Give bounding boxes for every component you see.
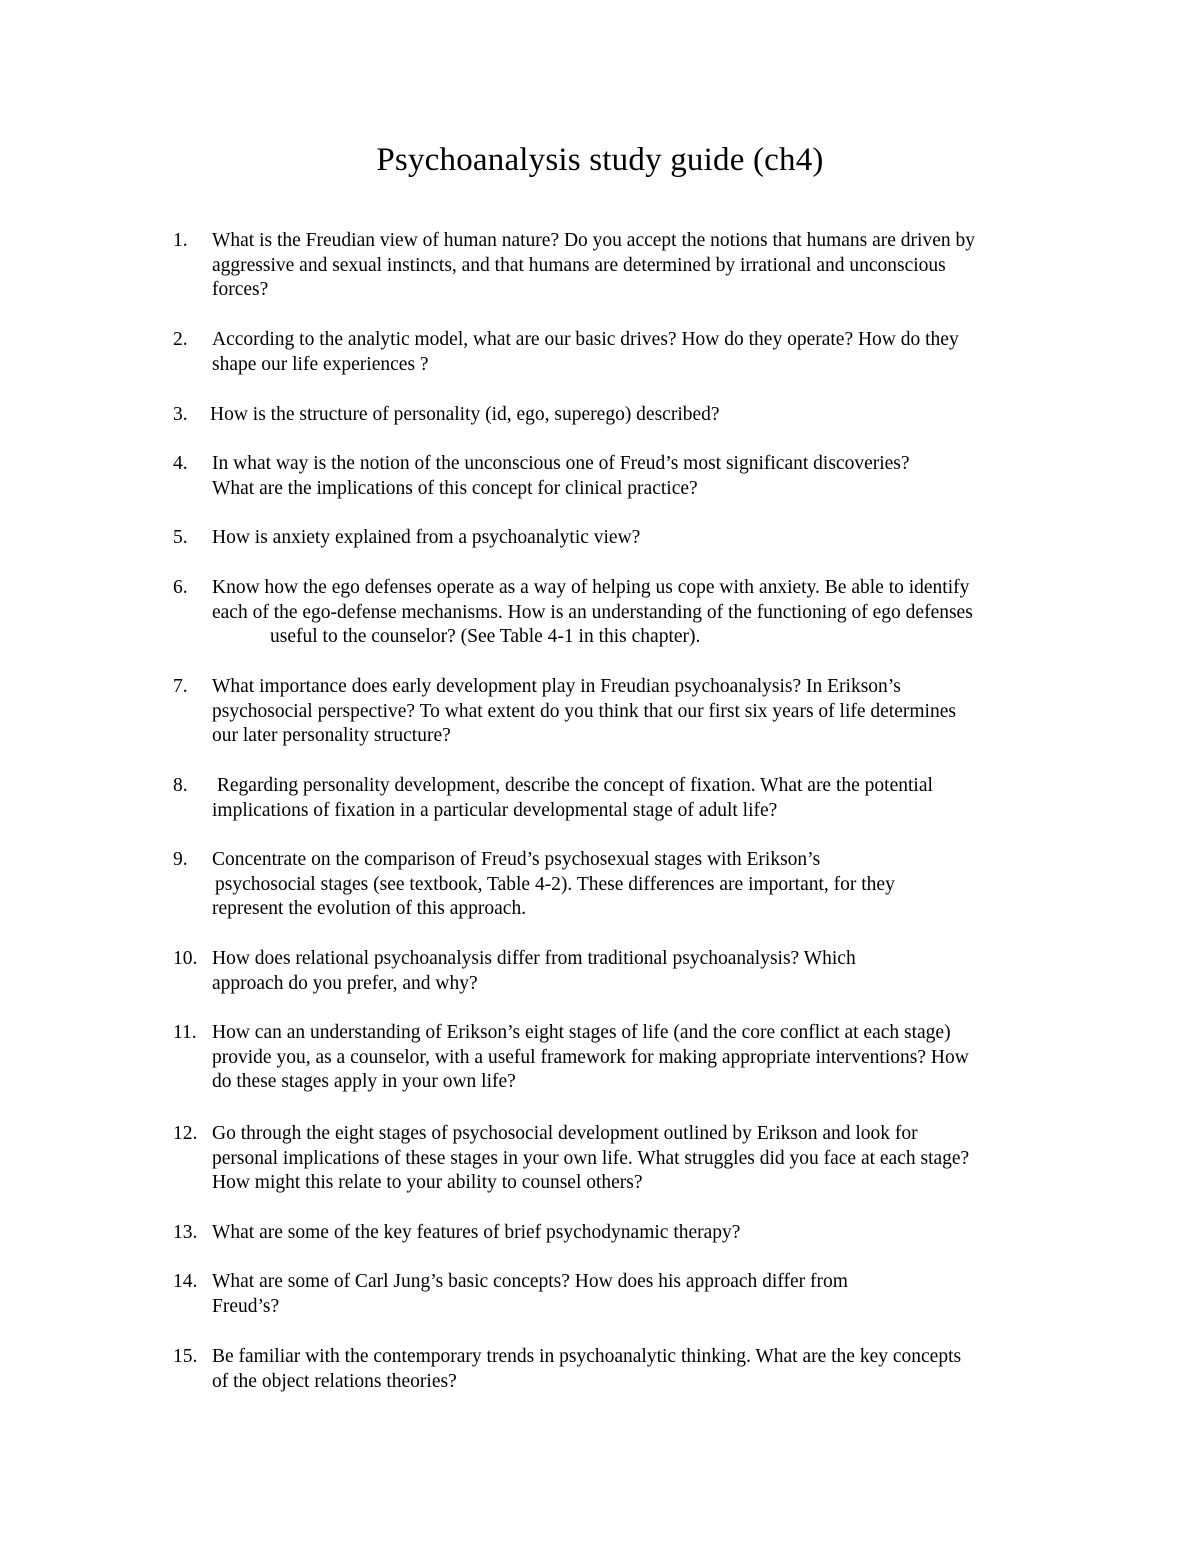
question-line: How might this relate to your ability to counsel others?: [212, 1172, 643, 1194]
question-line: How is the structure of personality (id, ego, superego) described?: [210, 404, 720, 425]
question-line: our later personality structure?: [212, 725, 451, 747]
question-number: 2.: [173, 329, 188, 350]
question-line: do these stages apply in your own life?: [212, 1071, 516, 1093]
question-number: 15.: [173, 1346, 198, 1367]
question-number: 12.: [173, 1123, 198, 1144]
question-line: Be familiar with the contemporary trends in psychoanalytic thinking. What are the key concepts: [212, 1346, 962, 1367]
question-number: 6.: [173, 577, 188, 598]
question-line: What importance does early development play in Freudian psychoanalysis? In Erikson’s: [212, 676, 901, 697]
question-line: each of the ego-defense mechanisms. How is an understanding of the functioning of ego defenses: [212, 601, 973, 623]
question-line: Freud’s?: [212, 1295, 280, 1317]
question-line: In what way is the notion of the unconscious one of Freud’s most significant discoveries?: [212, 453, 910, 474]
question-line: psychosocial perspective? To what extent do you think that our first six years of life determines: [212, 700, 956, 722]
question-text: [212, 1221, 1092, 1246]
question-text: [212, 1345, 1092, 1394]
question-line: forces?: [212, 279, 269, 301]
question-text: [212, 328, 1092, 377]
question-text: [210, 403, 1090, 428]
question-text: [212, 526, 1092, 551]
question-line: Concentrate on the comparison of Freud’s psychosexual stages with Erikson’s: [212, 849, 821, 870]
question-line: What are the implications of this concept for clinical practice?: [212, 477, 698, 499]
question-number: 11.: [173, 1022, 197, 1043]
question-number: 4.: [173, 453, 188, 474]
question-line: What are some of the key features of brief psychodynamic therapy?: [212, 1222, 741, 1243]
question-line: Know how the ego defenses operate as a way of helping us cope with anxiety. Be able to identify: [212, 577, 970, 598]
question-line: approach do you prefer, and why?: [212, 972, 478, 994]
question-text: [212, 1021, 1092, 1095]
question-text: [212, 947, 1092, 996]
question-line: implications of fixation in a particular developmental stage of adult life?: [212, 799, 778, 821]
question-line: psychosocial stages (see textbook, Table 4-2). These differences are important, for they: [215, 873, 895, 895]
question-number: 7.: [173, 676, 188, 697]
question-text: [212, 774, 1092, 823]
question-line: personal implications of these stages in your own life. What struggles did you face at each stage?: [212, 1147, 970, 1169]
question-line: Regarding personality development, describe the concept of fixation. What are the potential: [212, 775, 933, 796]
question-number: 3.: [173, 404, 188, 425]
question-text: [212, 1122, 1092, 1196]
question-line: useful to the counselor? (See Table 4-1 in this chapter).: [270, 626, 701, 648]
question-line: According to the analytic model, what are our basic drives? How do they operate? How do they: [212, 329, 959, 350]
question-number: 14.: [173, 1271, 198, 1292]
question-line: How is anxiety explained from a psychoanalytic view?: [212, 527, 641, 548]
question-line: What is the Freudian view of human nature? Do you accept the notions that humans are driven by: [212, 230, 975, 251]
question-line: shape our life experiences ?: [212, 353, 429, 375]
question-line: What are some of Carl Jung’s basic concepts? How does his approach differ from: [212, 1271, 848, 1292]
question-text: [212, 848, 1092, 922]
question-number: 5.: [173, 527, 188, 548]
question-text: [212, 1270, 1092, 1319]
question-text: [212, 452, 1092, 501]
question-number: 10.: [173, 948, 198, 969]
question-line: aggressive and sexual instincts, and that humans are determined by irrational and unconscious: [212, 254, 946, 276]
question-line: How can an understanding of Erikson’s eight stages of life (and the core conflict at each stage): [212, 1022, 951, 1043]
question-line: Go through the eight stages of psychosocial development outlined by Erikson and look for: [212, 1123, 918, 1144]
question-text: [212, 576, 1092, 650]
question-text: [212, 675, 1092, 749]
question-line: provide you, as a counselor, with a useful framework for making appropriate interventions? How: [212, 1046, 969, 1068]
question-number: 8.: [173, 775, 188, 796]
question-line: How does relational psychoanalysis differ from traditional psychoanalysis? Which: [212, 948, 856, 969]
question-line: of the object relations theories?: [212, 1370, 457, 1392]
question-number: 1.: [173, 230, 188, 251]
question-line: represent the evolution of this approach.: [212, 898, 527, 920]
question-number: 13.: [173, 1222, 198, 1243]
question-text: [212, 229, 1092, 303]
document-title: Psychoanalysis study guide (ch4): [376, 142, 824, 178]
question-number: 9.: [173, 849, 188, 870]
